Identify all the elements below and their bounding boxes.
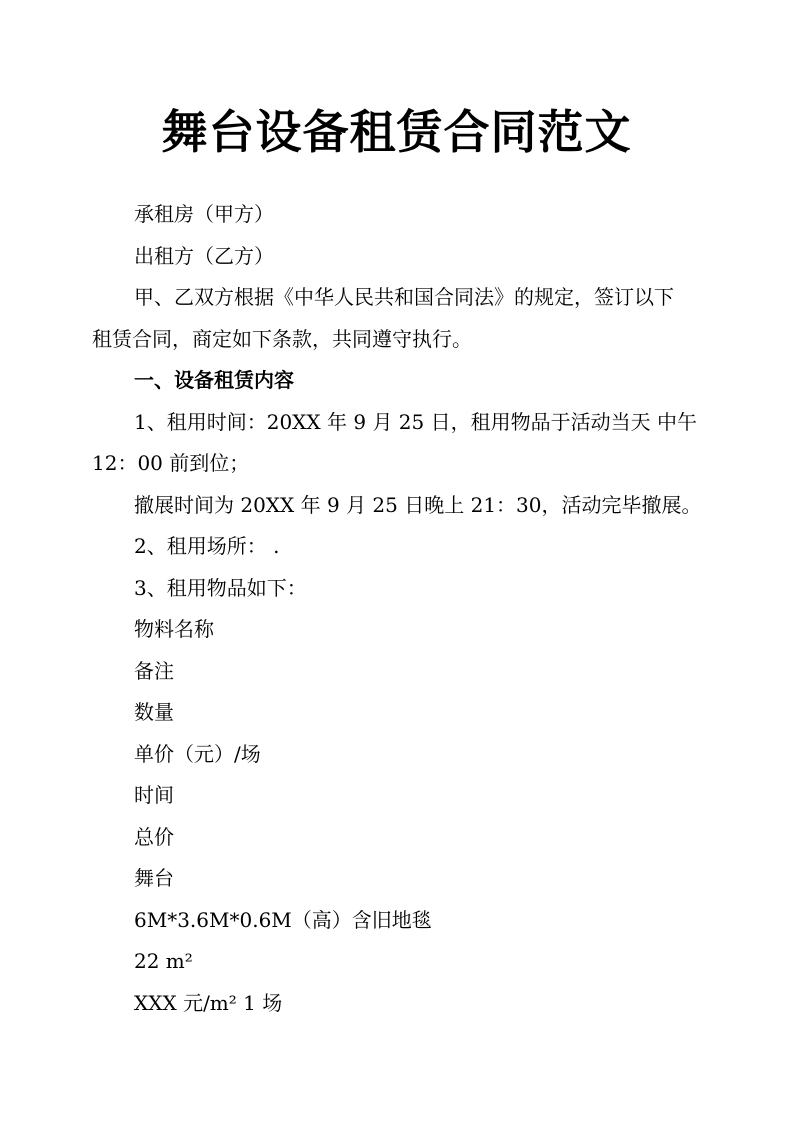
paragraph-line: 单价（元）/场 [134, 741, 261, 766]
paragraph-line: 备注 [134, 658, 174, 683]
paragraph-line: 6M*3.6M*0.6M（高）含旧地毯 [134, 907, 432, 932]
paragraph-line: 甲、乙双方根据《中华人民共和国合同法》的规定，签订以下 [134, 285, 674, 309]
paragraph-line: 1、租用时间：20XX 年 9 月 25 日，租用物品于活动当天 中午 [134, 409, 697, 434]
paragraph-line: 2、租用场所： . [134, 534, 280, 558]
paragraph-line: 总价 [134, 824, 174, 849]
document-title: 舞台设备租赁合同范文 [161, 105, 632, 159]
paragraph-line: 物料名称 [134, 617, 214, 641]
paragraph-line: 承租房（甲方） [134, 202, 274, 226]
paragraph-line: 12：00 前到位； [92, 451, 250, 475]
paragraph-line: 3、租用物品如下： [134, 575, 307, 600]
paragraph-line: XXX 元/m² 1 场 [134, 990, 283, 1015]
paragraph-line: 撤展时间为 20XX 年 9 月 25 日晚上 21：30，活动完毕撤展。 [134, 492, 702, 517]
section-heading: 一、设备租赁内容 [134, 368, 294, 392]
paragraph-line: 22 m² [134, 949, 193, 973]
document-body [92, 194, 704, 1024]
paragraph-line: 数量 [134, 700, 174, 724]
paragraph-line: 时间 [134, 783, 174, 807]
paragraph-line: 租赁合同，商定如下条款，共同遵守执行。 [92, 326, 472, 351]
paragraph-line: 出租方（乙方） [134, 243, 274, 268]
paragraph-line: 舞台 [134, 866, 174, 890]
